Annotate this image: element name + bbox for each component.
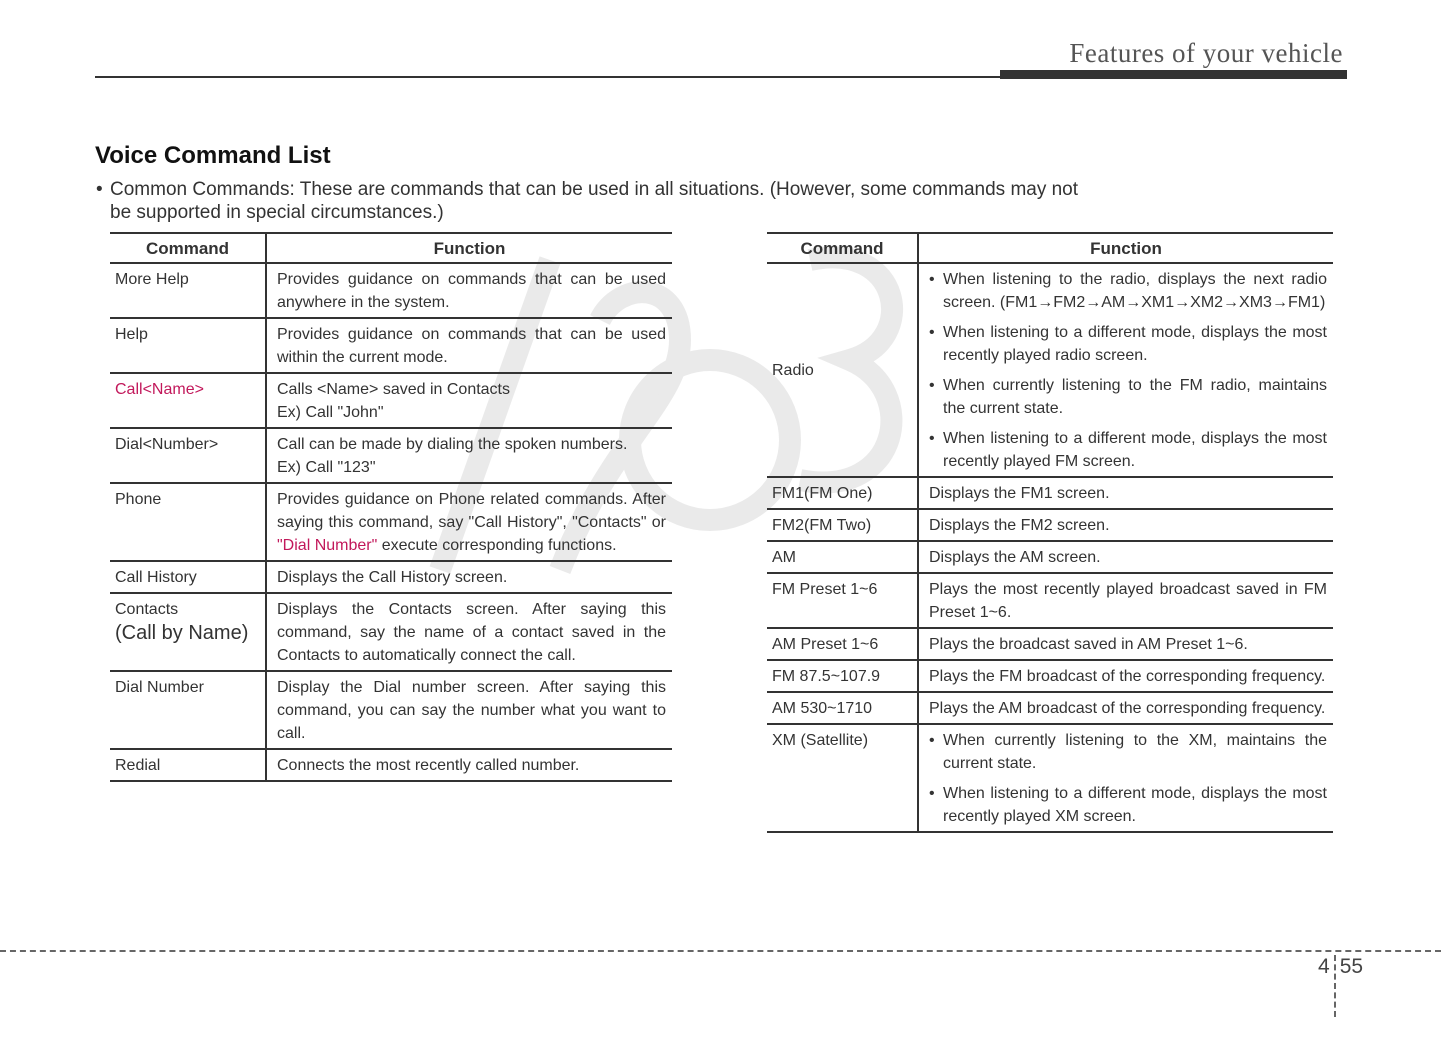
table-header-row [110, 233, 672, 263]
bullet-text: When listening to a different mode, displays the most recently played radio screen. [943, 324, 1327, 364]
command-cell: XM (Satellite) [767, 724, 918, 832]
common-commands-table-left [110, 232, 672, 782]
table-row [110, 373, 672, 428]
table-row [767, 628, 1333, 660]
command-cell [110, 593, 266, 671]
function-text: Calls <Name> saved in Contacts [277, 381, 510, 398]
function-cell: Displays the FM1 screen. [918, 477, 1333, 509]
table-row [110, 428, 672, 483]
intro-line-2: be supported in special circumstances.) [110, 202, 444, 223]
function-cell [266, 483, 672, 561]
list-item: • When listening to a different mode, displays the most recently played FM screen. [929, 427, 1327, 473]
bullet-text: When listening to a different mode, displays the most recently played FM screen. [943, 430, 1327, 470]
command-subtext: (Call by Name) [115, 622, 249, 644]
intro-paragraph [96, 178, 1346, 224]
function-text: Provides guidance on Phone related commands. After saying this command, say "Call History", "Contacts" or [277, 491, 666, 531]
table-row [767, 509, 1333, 541]
page-number-separator [1334, 955, 1336, 1017]
table-row [767, 263, 1333, 477]
function-cell: Provides guidance on commands that can be used within the current mode. [266, 318, 672, 373]
command-cell: FM1(FM One) [767, 477, 918, 509]
section-title: Voice Command List [95, 142, 331, 169]
function-example: Ex) Call "123" [277, 459, 376, 476]
table-row [110, 318, 672, 373]
function-cell: Display the Dial number screen. After saying this command, you can say the number what you want to call. [266, 671, 672, 749]
function-cell: Plays the AM broadcast of the corresponding frequency. [918, 692, 1333, 724]
table-row [767, 541, 1333, 573]
chapter-number: 4 [1318, 955, 1330, 978]
function-cell [918, 263, 1333, 477]
intro-bullet: • [96, 179, 103, 200]
table-row [767, 573, 1333, 628]
command-cell: FM2(FM Two) [767, 509, 918, 541]
column-header-function: Function [918, 233, 1333, 263]
function-cell: Displays the Contacts screen. After saying this command, say the name of a contact saved in the Contacts to automatically connect the call. [266, 593, 672, 671]
list-item: • When listening to a different mode, displays the most recently played radio screen. [929, 321, 1327, 367]
command-cell: Help [110, 318, 266, 373]
function-highlight: "Dial Number" [277, 537, 378, 554]
list-item: • When listening to the radio, displays the next radio screen. (FM1→FM2→AM→XM1→XM2→XM3→FM1) [929, 268, 1327, 314]
table-header-row [767, 233, 1333, 263]
column-header-command: Command [767, 233, 918, 263]
command-cell: AM 530~1710 [767, 692, 918, 724]
command-cell: Phone [110, 483, 266, 561]
command-cell: Redial [110, 749, 266, 781]
list-item: • When currently listening to the XM, maintains the current state. [929, 729, 1327, 775]
command-cell: FM 87.5~107.9 [767, 660, 918, 692]
function-cell: Provides guidance on commands that can be used anywhere in the system. [266, 263, 672, 318]
table-row [110, 671, 672, 749]
function-cell: Plays the most recently played broadcast saved in FM Preset 1~6. [918, 573, 1333, 628]
function-cell: Connects the most recently called number. [266, 749, 672, 781]
column-header-function: Function [266, 233, 672, 263]
function-example: Ex) Call "John" [277, 404, 384, 421]
bullet-text: When listening to the radio, displays the next radio screen. (FM1→FM2→AM→XM1→XM2→XM3→FM1) [943, 271, 1327, 311]
list-item: • When currently listening to the FM radio, maintains the current state. [929, 374, 1327, 420]
list-item: • When listening to a different mode, displays the most recently played XM screen. [929, 782, 1327, 828]
page-number [1318, 955, 1363, 1017]
command-cell: Dial Number [110, 671, 266, 749]
command-text: Contacts [115, 601, 179, 618]
function-cell: Displays the AM screen. [918, 541, 1333, 573]
page-number-value: 55 [1339, 955, 1364, 978]
intro-line-1: Common Commands: These are commands that can be used in all situations. (However, some commands may not [110, 179, 1079, 200]
bullet-text: When currently listening to the FM radio, maintains the current state. [943, 377, 1327, 417]
command-cell: FM Preset 1~6 [767, 573, 918, 628]
command-cell: AM Preset 1~6 [767, 628, 918, 660]
function-cell [266, 373, 672, 428]
table-row [110, 561, 672, 593]
function-cell: Plays the FM broadcast of the corresponding frequency. [918, 660, 1333, 692]
command-cell: Dial<Number> [110, 428, 266, 483]
bullet-text: When currently listening to the XM, maintains the current state. [943, 732, 1327, 772]
running-header-title: Features of your vehicle [1069, 38, 1343, 68]
table-row [767, 724, 1333, 832]
bullet-text: When listening to a different mode, displays the most recently played XM screen. [943, 785, 1327, 825]
table-row [110, 593, 672, 671]
table-row [767, 477, 1333, 509]
table-row [767, 692, 1333, 724]
function-text: Call can be made by dialing the spoken numbers. [277, 436, 628, 453]
common-commands-table-right [767, 232, 1333, 833]
command-cell: Radio [767, 263, 918, 477]
header-rule [95, 76, 1347, 78]
command-cell: More Help [110, 263, 266, 318]
column-header-command: Command [110, 233, 266, 263]
table-row [110, 749, 672, 781]
command-cell: Call History [110, 561, 266, 593]
command-cell: Call<Name> [110, 373, 266, 428]
footer-dashed-rule [0, 950, 1441, 952]
table-row [767, 660, 1333, 692]
function-cell [918, 724, 1333, 832]
function-cell [266, 428, 672, 483]
function-cell: Plays the broadcast saved in AM Preset 1~6. [918, 628, 1333, 660]
function-text: execute corresponding functions. [377, 537, 617, 554]
function-cell: Displays the FM2 screen. [918, 509, 1333, 541]
function-cell: Displays the Call History screen. [266, 561, 672, 593]
command-cell: AM [767, 541, 918, 573]
table-row [110, 483, 672, 561]
table-row [110, 263, 672, 318]
